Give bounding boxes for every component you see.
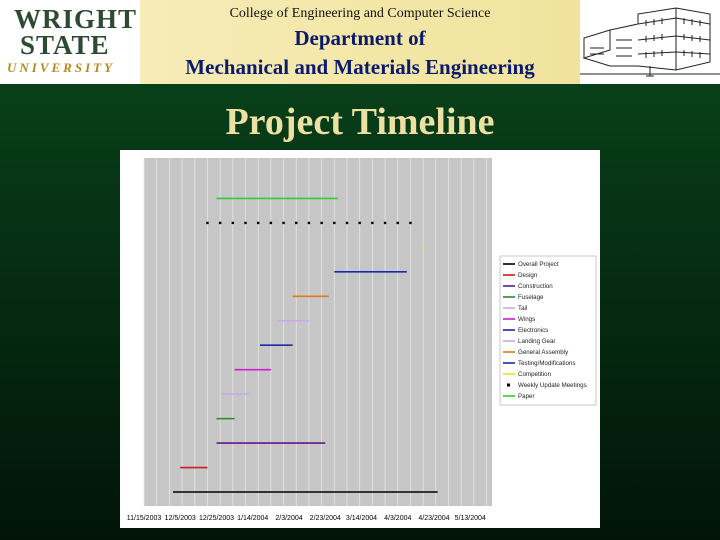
weekly-meeting-marker bbox=[206, 222, 208, 224]
weekly-meeting-marker bbox=[257, 222, 259, 224]
x-tick-label: 3/14/2004 bbox=[345, 515, 378, 522]
university-logo bbox=[0, 0, 140, 84]
x-tick-label: 11/15/2003 bbox=[126, 515, 162, 522]
header-bar bbox=[0, 0, 720, 84]
weekly-meeting-marker bbox=[308, 222, 310, 224]
weekly-meeting-marker bbox=[270, 222, 272, 224]
department-banner bbox=[140, 0, 580, 84]
legend-label: Paper bbox=[518, 393, 535, 401]
department-line-2: Mechanical and Materials Engineering bbox=[185, 55, 535, 79]
legend-label: General Assembly bbox=[518, 349, 569, 357]
timeline-chart bbox=[120, 150, 600, 528]
weekly-meeting-marker bbox=[409, 222, 411, 224]
weekly-meeting-marker bbox=[295, 222, 297, 224]
x-tick-label: 12/5/2003 bbox=[164, 515, 196, 522]
department-line-1: Department of bbox=[294, 26, 426, 50]
weekly-meeting-marker bbox=[371, 222, 373, 224]
legend-label: Competition bbox=[518, 371, 552, 379]
weekly-meeting-marker bbox=[219, 222, 221, 224]
x-tick-label: 5/13/2004 bbox=[454, 515, 486, 522]
plot-area bbox=[144, 158, 492, 506]
logo-line-1: WRIGHT bbox=[14, 4, 138, 34]
legend-label: Construction bbox=[518, 283, 553, 291]
legend-label: Wings bbox=[518, 316, 536, 324]
legend-label: Electronics bbox=[518, 327, 549, 335]
x-tick-label: 2/23/2004 bbox=[309, 515, 341, 522]
weekly-meeting-marker bbox=[232, 222, 234, 224]
legend-label: Design bbox=[518, 272, 538, 280]
logo-line-3: UNIVERSITY bbox=[7, 60, 116, 75]
college-name: College of Engineering and Computer Science bbox=[229, 6, 491, 21]
building-sketch-icon bbox=[580, 0, 720, 84]
legend-label: Overall Project bbox=[518, 261, 559, 269]
weekly-meeting-marker bbox=[244, 222, 246, 224]
building-sketch-image bbox=[580, 0, 720, 84]
legend-label: Testing/Modifications bbox=[518, 360, 576, 368]
x-tick-label: 12/25/2003 bbox=[198, 515, 235, 522]
weekly-meeting-marker bbox=[397, 222, 399, 224]
legend-swatch bbox=[507, 384, 510, 387]
x-tick-label: 1/14/2004 bbox=[237, 515, 269, 522]
weekly-meeting-marker bbox=[333, 222, 335, 224]
weekly-meeting-marker bbox=[282, 222, 284, 224]
legend-label: Landing Gear bbox=[518, 338, 556, 346]
timeline-chart-svg bbox=[120, 150, 600, 528]
logo-line-2: STATE bbox=[20, 30, 110, 60]
x-tick-label: 2/3/2004 bbox=[275, 515, 303, 522]
weekly-meeting-marker bbox=[346, 222, 348, 224]
weekly-meeting-marker bbox=[358, 222, 360, 224]
x-tick-label: 4/3/2004 bbox=[384, 515, 412, 522]
legend-label: Tail bbox=[518, 305, 528, 313]
weekly-meeting-marker bbox=[384, 222, 386, 224]
x-tick-label: 4/23/2004 bbox=[418, 515, 450, 522]
legend-label: Fuselage bbox=[518, 294, 544, 302]
weekly-meeting-marker bbox=[320, 222, 322, 224]
slide-title: Project Timeline bbox=[225, 101, 495, 143]
legend-label: Weekly Update Meetings bbox=[518, 382, 587, 390]
